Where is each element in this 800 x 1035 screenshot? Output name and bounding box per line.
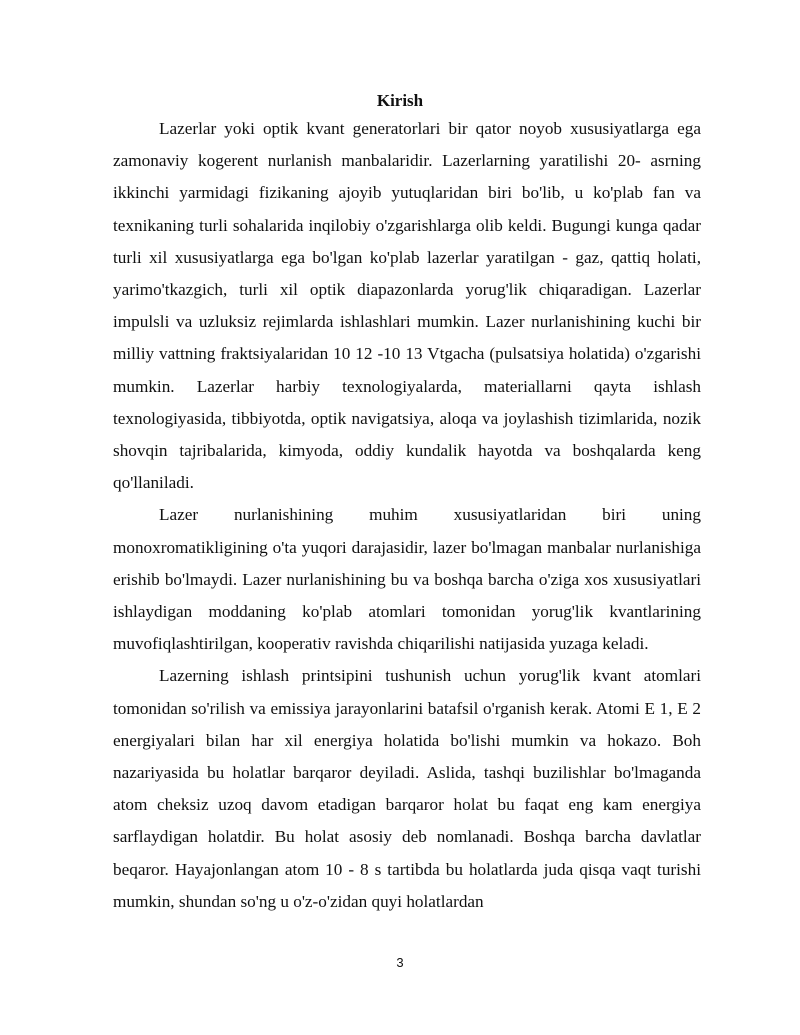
page-number: 3: [396, 955, 404, 970]
paragraph-monochromaticity: Lazer nurlanishining muhim xususiyatlaridan biri uning monoxromatikligining o'ta yuqori darajasidir, lazer bo'lmagan manbalar nurlanishiga erishib bo'lmaydi. Lazer nurlanishining bu va boshqa barcha o'ziga xos xususiyatlari ishlaydigan moddaning ko'plab atomlari tomonidan yorug'lik kvantlarining muvofiqlashtirilgan, kooperativ ravishda chiqarilishi natijasida yuzaga keladi.: [113, 505, 701, 654]
paragraph-intro: Lazerlar yoki optik kvant generatorlari bir qator noyob xususiyatlarga ega zamonaviy kogerent nurlanish manbalaridir. Lazerlarning yaratilishi 20- asrning ikkinchi yarmidagi fizikaning ajoyib yutuqlaridan biri bo'lib, u ko'plab fan va texnikaning turli sohalarida inqilobiy o'zgarishlarga olib keldi. Bugungi kunga qadar turli xil xususiyatlarga ega bo'lgan ko'plab lazerlar yaratilgan - gaz, qattiq holati, yarimo'tkazgich, turli xil optik diapazonlarda yorug'lik chiqaradigan. Lazerlar impulsli va uzluksiz rejimlarda ishlashlari mumkin. Lazer nurlanishining kuchi bir milliy vattning fraktsiyalaridan 10 12 -10 13 Vtgacha (pulsatsiya holatida) o'zgarishi mumkin. Lazerlar harbiy texnologiyalarda, materiallarni qayta ishlash texnologiyasida, tibbiyotda, optik navigatsiya, aloqa va joylashish tizimlarida, nozik shovqin tajribalarida, kimyoda, oddiy kundalik hayotda va boshqalarda keng qo'llaniladi.: [113, 119, 701, 493]
paragraph-operating-principle: Lazerning ishlash printsipini tushunish uchun yorug'lik kvant atomlari tomonidan so'rilish va emissiya jarayonlarini batafsil o'rganish kerak. Atomi E 1, E 2 energiyalari bilan har xil energiya holatida bo'lishi mumkin va hokazo. Boh nazariyasida bu holatlar barqaror deyiladi. Aslida, tashqi buzilishlar bo'lmaganda atom cheksiz uzoq davom etadigan barqaror holat bu faqat eng kam energiya sarflaydigan holatdir. Bu holat asosiy deb nomlanadi. Boshqa barcha davlatlar beqaror. Hayajonlangan atom 10 - 8 s tartibda bu holatlarda juda qisqa vaqt turishi mumkin, shundan so'ng u o'z-o'zidan quyi holatlardan: [113, 666, 701, 911]
document-body: [113, 113, 701, 918]
page-title: Kirish: [376, 91, 424, 110]
